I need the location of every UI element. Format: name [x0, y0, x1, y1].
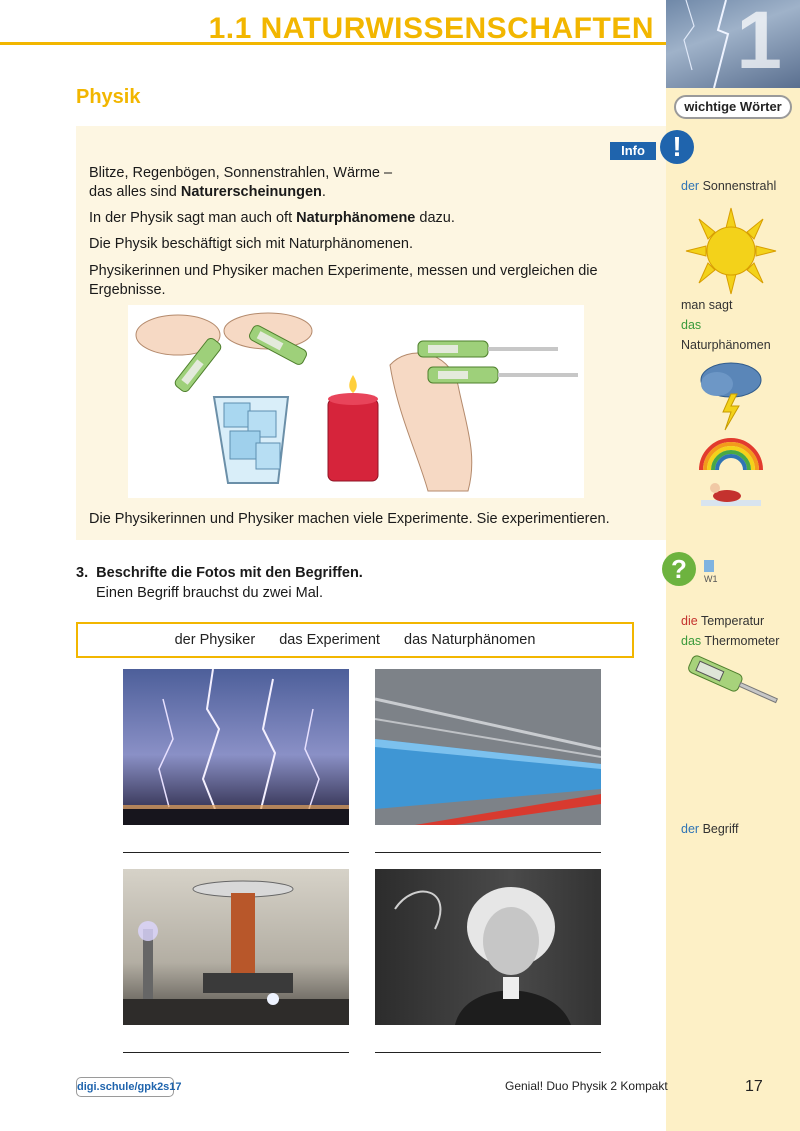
- word-physiker: der Physiker: [174, 632, 256, 648]
- storm-cloud-icon: [697, 358, 765, 432]
- info-line-1: Blitze, Regenbögen, Sonnenstrahlen, Wärme –: [89, 165, 393, 181]
- rainbow-icon: [697, 436, 765, 472]
- info-line-4: Die Physik beschäftigt sich mit Naturphänomenen.: [89, 236, 413, 252]
- accelerator-drawing: [375, 669, 601, 825]
- worksheet-icon: [704, 560, 714, 572]
- info-caption: Die Physikerinnen und Physiker machen viele Experimente. Sie experimentieren.: [89, 511, 610, 527]
- exclamation-icon: !: [660, 130, 694, 164]
- thermometer-icon: [684, 654, 784, 706]
- answer-line-2[interactable]: [375, 852, 601, 853]
- experiment-illustration: [128, 305, 584, 498]
- answer-line-1[interactable]: [123, 852, 349, 853]
- photo-lightning: [123, 669, 349, 825]
- tesla-coil-drawing: [123, 869, 349, 1025]
- page-number: 17: [745, 1078, 763, 1095]
- photo-physicist: [375, 869, 601, 1025]
- info-line-5: Physikerinnen und Physiker machen Experimente, messen und vergleichen die Ergebnisse.: [89, 263, 598, 298]
- digital-link[interactable]: digi.schule/gpk2s17: [76, 1077, 174, 1097]
- experiment-drawing: [128, 305, 584, 498]
- chapter-title: 1.1 NATURWISSENSCHAFTEN: [208, 12, 654, 45]
- section-title: Physik: [76, 86, 141, 108]
- answer-line-3[interactable]: [123, 1052, 349, 1053]
- portrait-drawing: [375, 869, 601, 1025]
- vocab-naturphaenomen: Naturphänomen: [681, 338, 771, 352]
- vocab-item-begriff: der Begriff: [681, 822, 739, 836]
- vocab-item-sonnenstrahl: der Sonnenstrahl: [681, 179, 777, 193]
- vocab-badge: wichtige Wörter: [674, 95, 792, 119]
- photo-experiment: [123, 869, 349, 1025]
- word-naturphaenomen: das Naturphänomen: [404, 632, 536, 648]
- sun-icon: [684, 206, 778, 296]
- vocab-article-das: das: [681, 318, 702, 332]
- answer-line-4[interactable]: [375, 1052, 601, 1053]
- book-title: Genial! Duo Physik 2 Kompakt: [505, 1079, 668, 1093]
- lightning-photo-drawing: [123, 669, 349, 825]
- task-subtitle: Einen Begriff brauchst du zwei Mal.: [96, 585, 324, 601]
- photo-accelerator: [375, 669, 601, 825]
- word-box: [76, 622, 634, 658]
- info-line-3: In der Physik sagt man auch oft Naturphänomene dazu.: [89, 210, 455, 226]
- vocab-item-thermometer: das Thermometer: [681, 634, 780, 648]
- vocab-item-temperatur: die Temperatur: [681, 614, 765, 628]
- sunbathing-person-icon: [697, 476, 765, 512]
- worksheet-link[interactable]: W1: [704, 560, 718, 584]
- chapter-number: 1: [736, 0, 782, 86]
- word-experiment: das Experiment: [279, 632, 380, 648]
- task-title: 3. Beschrifte die Fotos mit den Begriffen.: [76, 565, 363, 581]
- vocab-man-sagt: man sagt: [681, 298, 733, 312]
- info-label: Info: [610, 142, 656, 160]
- chapter-corner-photo: [666, 0, 800, 88]
- question-icon: ?: [662, 552, 696, 586]
- info-line-2: das alles sind Naturerscheinungen.: [89, 184, 326, 200]
